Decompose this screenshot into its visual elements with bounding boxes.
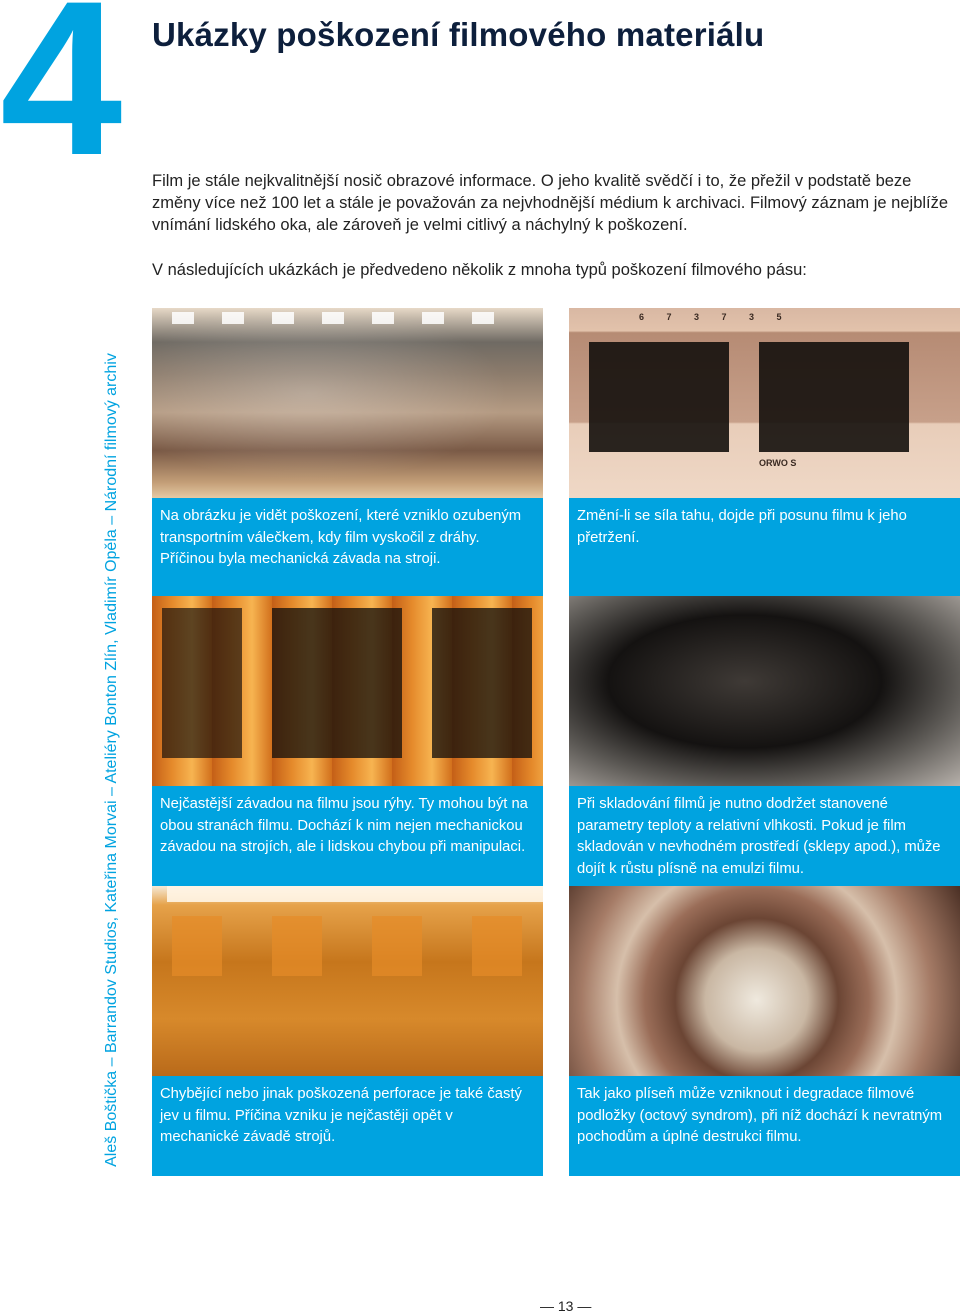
photo-perforation-damage <box>152 886 543 1076</box>
photo-credit: Aleš Boštička – Barrandov Studios, Kateřina Morvai – Ateliéry Bonton Zlín, Vladimír Opěla – Národní filmový archiv <box>103 353 120 1167</box>
caption-text: Při skladování filmů je nutno dodržet stanovené parametry teploty a relativní vlhkosti. Pokud je film skladován v nevhodném prostředí (sklepy apod.), může dojít k růstu plísně na emulzi filmu. <box>577 796 941 877</box>
photo-scratches <box>152 596 543 786</box>
edge-print-numbers: 6 7 3 7 3 5 <box>639 312 792 322</box>
caption-text: Nejčastější závadou na filmu jsou rýhy. Ty mohou být na obou stranách filmu. Dochází k nim nejen mechanickou závadou na strojích, ale i lidskou chybou při manipulaci. <box>160 796 528 855</box>
caption-box <box>569 786 960 886</box>
caption-box <box>569 498 960 598</box>
caption-box <box>152 1076 543 1176</box>
caption-box <box>152 786 543 886</box>
chapter-number: 4 <box>0 0 117 201</box>
edge-print-brand: ORWO S <box>759 458 797 468</box>
caption-text: Změní-li se síla tahu, dojde při posunu filmu k jeho přetržení. <box>577 508 907 546</box>
page-title: Ukázky poškození filmového materiálu <box>152 16 765 53</box>
photo-sprocket-damage <box>152 308 543 498</box>
caption-box <box>152 498 543 598</box>
photo-mold <box>569 596 960 786</box>
page-number: — 13 — <box>540 1298 592 1314</box>
caption-text: Tak jako plíseň může vzniknout i degradace filmové podložky (octový syndrom), při níž dochází k nevratným pochodům a úplné destrukci filmu. <box>577 1086 943 1145</box>
lead-paragraph: V následujících ukázkách je předvedeno několik z mnoha typů poškození filmového pásu: <box>152 261 807 279</box>
photo-tear <box>569 308 960 498</box>
intro-paragraph: Film je stále nejkvalitnější nosič obrazové informace. O jeho kvalitě svědčí i to, že přežil v podstatě beze změny více než 100 let a stále je považován za nejvhodnější médium k archivaci. Filmový záznam je nejblíže vnímání lidského oka, ale zároveň je velmi citlivý a náchylný k poškození. <box>152 172 949 234</box>
photo-vinegar-syndrome <box>569 886 960 1076</box>
caption-text: Chybějící nebo jinak poškozená perforace je také častý jev u filmu. Příčina vzniku je nejčastěji opět v mechanické závadě strojů. <box>160 1086 522 1145</box>
caption-text: Na obrázku je vidět poškození, které vzniklo ozubeným transportním válečkem, kdy film vyskočil z dráhy. Příčinou byla mechanická závada na stroji. <box>160 508 522 567</box>
caption-box <box>569 1076 960 1176</box>
